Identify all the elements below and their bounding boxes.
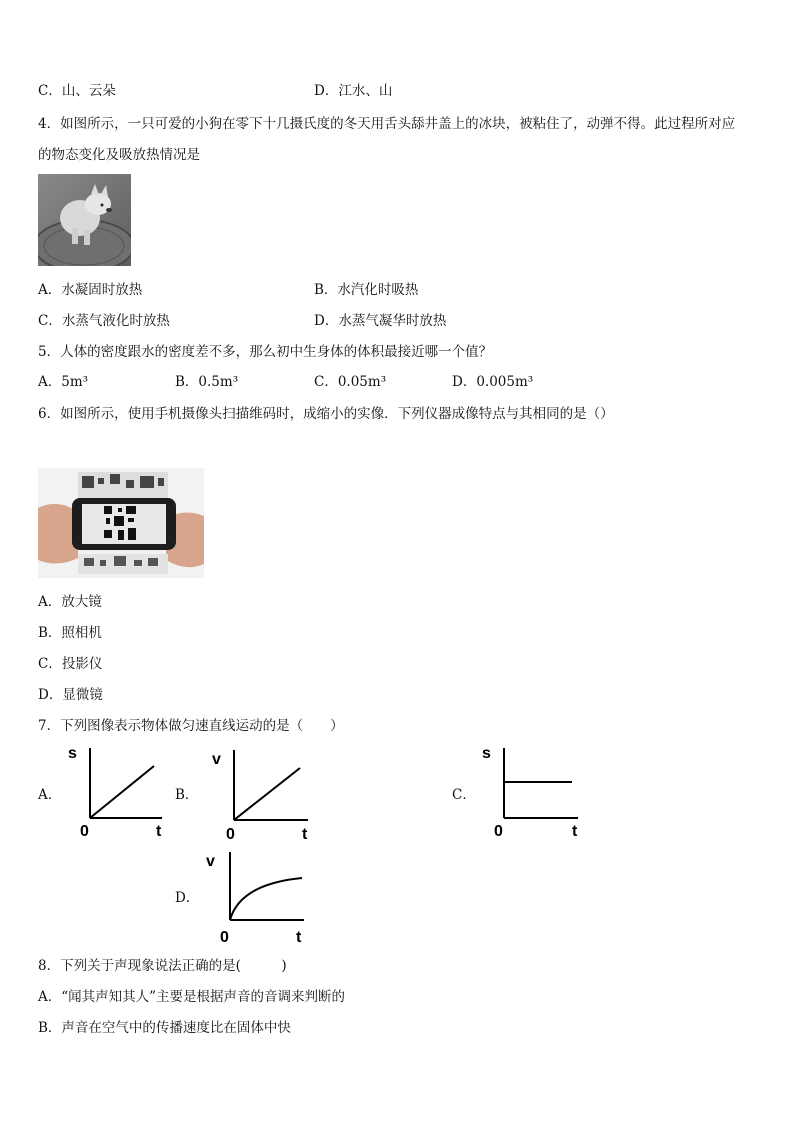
graph-a-y-label: s (68, 745, 77, 762)
q5-option-a: A．5m³ (38, 374, 89, 390)
q6-option-b: B．照相机 (38, 625, 102, 641)
dog-photo (38, 174, 131, 266)
q3-option-c: C．山、云朵 (38, 83, 116, 99)
q6-stem: 6．如图所示，使用手机摄像头扫描维码时，成缩小的实像．下列仪器成像特点与其相同的是（） (38, 406, 614, 422)
q5-option-c: C．0.05m³ (314, 374, 387, 390)
graph-c-x-label: t (572, 823, 578, 840)
graph-d-x-label: t (296, 929, 302, 946)
q4-option-d: D．水蒸气凝华时放热 (314, 313, 447, 329)
graph-d-y-label: v (206, 853, 215, 870)
q8-option-b: B．声音在空气中的传播速度比在固体中快 (38, 1020, 291, 1036)
q4-option-b: B．水汽化时吸热 (314, 282, 419, 298)
q7-option-b-label: B． (175, 787, 199, 803)
graph-c-y-label: s (482, 745, 491, 762)
graph-c-origin: 0 (494, 823, 503, 840)
graph-a-x-label: t (156, 823, 162, 840)
q4-stem-line1: 4．如图所示，一只可爱的小狗在零下十几摄氏度的冬天用舌头舔井盖上的冰块，被粘住了，动弹不得。此过程所对应 (38, 116, 736, 132)
q7-option-a-label: A． (38, 787, 62, 803)
graph-a-s-t-rising (62, 742, 172, 842)
graph-c-s-t-horizontal (478, 742, 588, 842)
q8-stem: 8．下列关于声现象说法正确的是( ) (38, 958, 287, 974)
q4-stem-line2: 的物态变化及吸放热情况是 (38, 147, 200, 163)
graph-b-x-label: t (302, 826, 308, 842)
qr-phone-photo (38, 468, 204, 578)
q4-option-c: C．水蒸气液化时放热 (38, 313, 170, 329)
q5-option-b: B．0.5m³ (175, 374, 239, 390)
q3-option-d: D．江水、山 (314, 83, 393, 99)
graph-b-v-t-rising (208, 742, 318, 842)
q5-option-d: D．0.005m³ (452, 374, 534, 390)
q7-option-c-label: C． (452, 787, 476, 803)
graph-a-origin: 0 (80, 823, 89, 840)
q6-option-c: C．投影仪 (38, 656, 103, 672)
q4-option-a: A．水凝固时放热 (38, 282, 143, 298)
graph-b-y-label: v (212, 751, 221, 768)
graph-b-origin: 0 (226, 826, 235, 842)
q7-option-d-label: D． (175, 890, 200, 906)
q7-stem: 7．下列图像表示物体做匀速直线运动的是（ ） (38, 718, 344, 734)
q5-stem: 5．人体的密度跟水的密度差不多，那么初中生身体的体积最接近哪一个值？ (38, 344, 493, 360)
q6-option-d: D．显微镜 (38, 687, 103, 703)
graph-d-origin: 0 (220, 929, 229, 946)
q6-option-a: A．放大镜 (38, 594, 102, 610)
q8-option-a: A．“闻其声知其人”主要是根据声音的音调来判断的 (38, 989, 346, 1005)
graph-d-v-t-curve (204, 848, 314, 948)
